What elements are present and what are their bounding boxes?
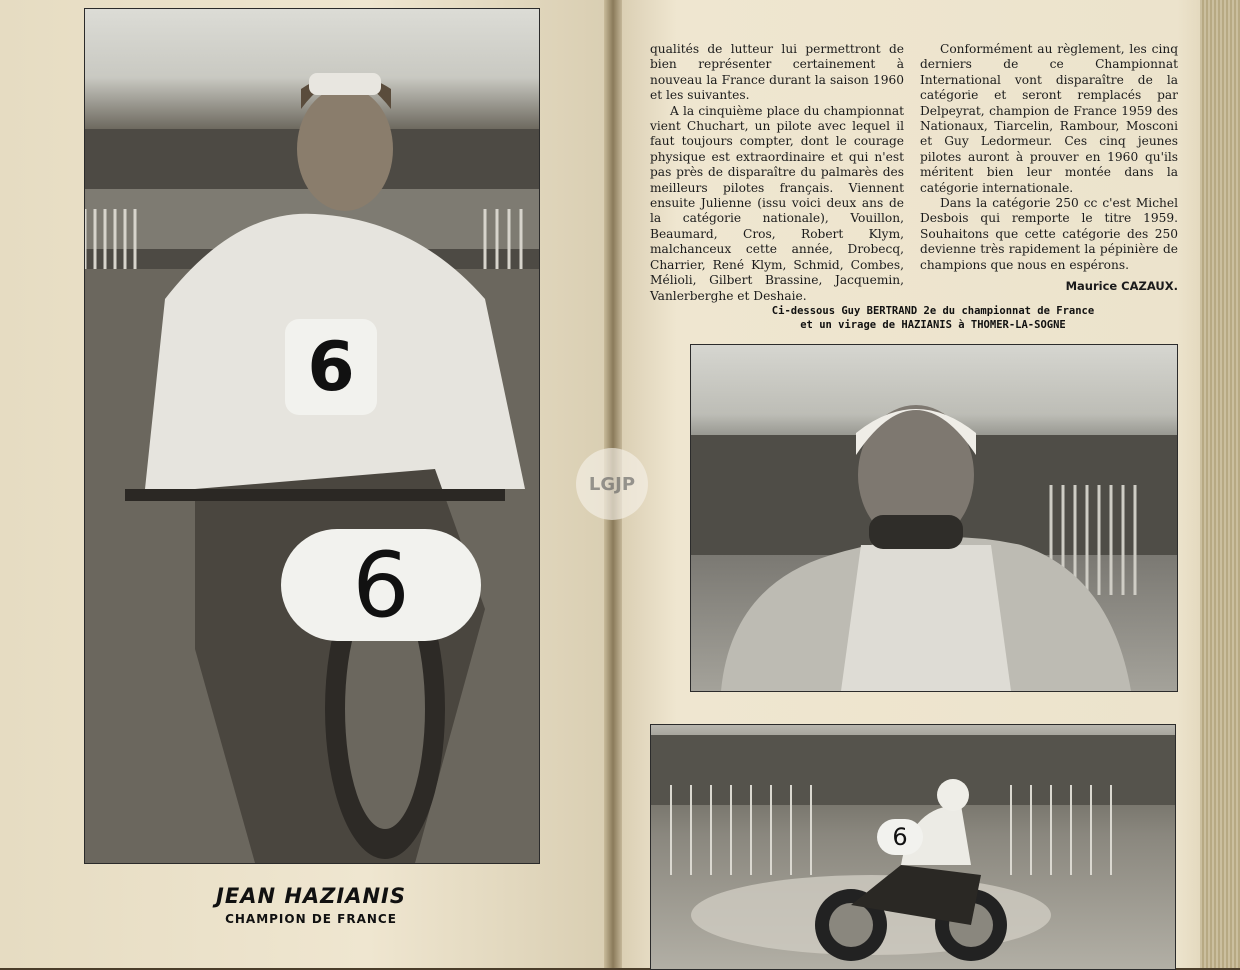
turn-motorcycle-number-plate: 6 xyxy=(877,819,923,855)
paragraph: A la cinquième place du championnat vient Chuchart, un pilote avec lequel il faut toujours compter, dont le courage physique est extraordinaire et qui n'est pas près de disparaître du palmarès des meilleurs pilotes français. Viennent ensuite Julienne (issu voici deux ans de la catégorie nationale), Vouillon, Beaumard, Cros, Robert Klym, malchanceux cette année, Drobecq, Charrier, René Klym, Schmid, Combes, Mélioli, Gilbert Brassine, Jacquemin, Vanlerberghe et Deshaie. xyxy=(650,103,904,303)
hazianis-portrait-photo xyxy=(84,8,540,864)
rider-bib-number: 6 xyxy=(285,319,377,415)
photos-caption-line-1: Ci-dessous Guy BERTRAND 2e du championnat de France xyxy=(771,305,1095,317)
photos-caption xyxy=(690,304,1176,332)
paragraph: qualités de lutteur lui permettront de bien représenter certainement à nouveau la France durant la saison 1960 et les suivantes. xyxy=(650,42,904,103)
hazianis-photo-illustration xyxy=(85,9,539,863)
bertrand-portrait-photo xyxy=(690,344,1178,692)
author-signature: Maurice CAZAUX. xyxy=(1065,279,1178,294)
page-edges xyxy=(1200,0,1240,968)
bertrand-photo-illustration xyxy=(691,345,1177,691)
photos-caption-line-2: et un virage de HAZIANIS à THOMER-LA-SOGNE xyxy=(800,319,1066,331)
paragraph: Conformément au règlement, les cinq derniers de ce Championnat International vont disparaître de la catégorie et seront remplacés par Delpeyrat, champion de France 1959 des Nationaux, Tiarcelin, Rambour, Mosconi et Guy Ledormeur. Ces cinq jeunes pilotes auront à prouver en 1960 qu'ils méritent bien leur montée dans la catégorie internationale. xyxy=(920,42,1178,195)
article-column-right xyxy=(920,42,1178,295)
photo-caption-title: JEAN HAZIANIS xyxy=(216,884,406,908)
paragraph: Dans la catégorie 250 cc c'est Michel Desbois qui remporte le titre 1959. Souhaitons que cette catégorie des 250 devienne très rapidement la pépinière de champions que nous en espérons. xyxy=(920,196,1178,272)
motorcycle-number-plate: 6 xyxy=(281,529,481,641)
photo-caption-subtitle: CHAMPION DE FRANCE xyxy=(225,912,397,926)
watermark-logo: LGJP xyxy=(576,448,648,520)
article-column-left xyxy=(650,42,904,304)
hazianis-turn-photo xyxy=(650,724,1176,970)
